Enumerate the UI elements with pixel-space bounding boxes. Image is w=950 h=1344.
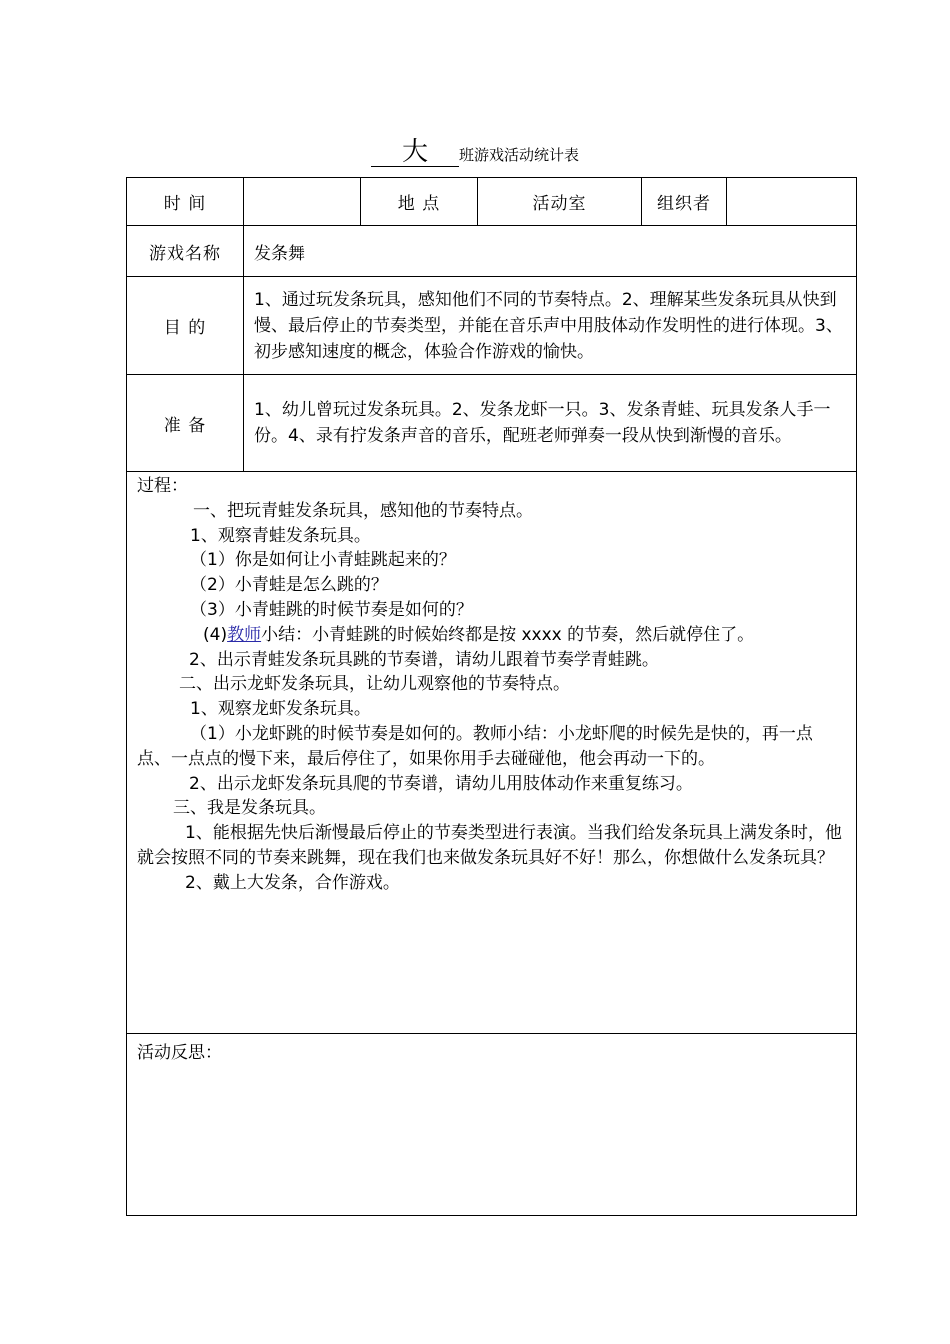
process-line: 1、观察龙虾发条玩具。	[190, 699, 371, 720]
title-grade-blank: 大	[371, 138, 459, 167]
process-cell[interactable]	[127, 472, 857, 1034]
process-line: 2、出示青蛙发条玩具跳的节奏谱，请幼儿跟着节奏学青蛙跳。	[189, 649, 659, 670]
place-label: 地 点	[361, 178, 478, 226]
process-line: 二、出示龙虾发条玩具，让幼儿观察他的节奏特点。	[179, 674, 570, 695]
process-line: 1、观察青蛙发条玩具。	[190, 525, 371, 546]
preparation-label: 准 备	[127, 375, 244, 472]
process-line: 2、出示龙虾发条玩具爬的节奏谱，请幼儿用肢体动作来重复练习。	[189, 773, 693, 794]
time-label: 时 间	[127, 178, 244, 226]
preparation-value[interactable]: 1、幼儿曾玩过发条玩具。2、发条龙虾一只。3、发条青蛙、玩具发条人手一份。4、录有拧发条声音的音乐，配班老师弹奏一段从快到渐慢的音乐。	[244, 375, 857, 472]
process-line: （3）小青蛙跳的时候节奏是如何的？	[190, 599, 473, 620]
process-line: （1）小龙虾跳的时候节奏是如何的。教师小结：小龙虾爬的时候先是快的，再一点点、一点点的慢下来，最后停住了，如果你用手去碰碰他，他会再动一下的。	[137, 723, 813, 769]
purpose-value[interactable]: 1、通过玩发条玩具，感知他们不同的节奏特点。2、理解某些发条玩具从快到慢、最后停止的节奏类型，并能在音乐声中用肢体动作发明性的进行体现。3、初步感知速度的概念，体验合作游戏的愉快。	[244, 277, 857, 375]
game-name-value[interactable]: 发条舞	[244, 226, 857, 277]
teacher-link[interactable]: 教师	[227, 624, 262, 645]
row-purpose	[127, 277, 857, 375]
organizer-label: 组织者	[642, 178, 727, 226]
row-basic-info	[127, 178, 857, 226]
game-name-label: 游戏名称	[127, 226, 244, 277]
organizer-value[interactable]	[727, 178, 857, 226]
reflection-cell[interactable]	[127, 1034, 857, 1216]
row-reflection	[127, 1034, 857, 1216]
process-line: 1、能根据先快后渐慢最后停止的节奏类型进行表演。当我们给发条玩具上满发条时，他就会按照不同的节奏来跳舞，现在我们也来做发条玩具好不好！那么，你想做什么发条玩具？	[137, 823, 842, 868]
time-value[interactable]	[244, 178, 361, 226]
process-label: 过程：	[137, 476, 188, 496]
activity-form-table	[126, 177, 857, 1216]
process-line-prefix: (4)	[203, 624, 228, 645]
row-process	[127, 472, 857, 1034]
row-game-name	[127, 226, 857, 277]
purpose-label: 目 的	[127, 277, 244, 375]
process-line: 三、我是发条玩具。	[173, 798, 326, 819]
reflection-label: 活动反思：	[137, 1043, 222, 1063]
process-line: （1）你是如何让小青蛙跳起来的？	[190, 550, 456, 571]
row-preparation	[127, 375, 857, 472]
process-line: 一、把玩青蛙发条玩具，感知他的节奏特点。	[193, 500, 533, 521]
process-line-teacher-summary	[137, 623, 846, 648]
place-value[interactable]: 活动室	[478, 178, 642, 226]
process-line-suffix: 小结：小青蛙跳的时候始终都是按 xxxx 的节奏，然后就停住了。	[261, 624, 755, 645]
title-text: 班游戏活动统计表	[458, 146, 579, 164]
process-line: （2）小青蛙是怎么跳的？	[190, 575, 388, 596]
form-title	[0, 138, 950, 167]
process-line: 2、戴上大发条，合作游戏。	[185, 872, 400, 893]
